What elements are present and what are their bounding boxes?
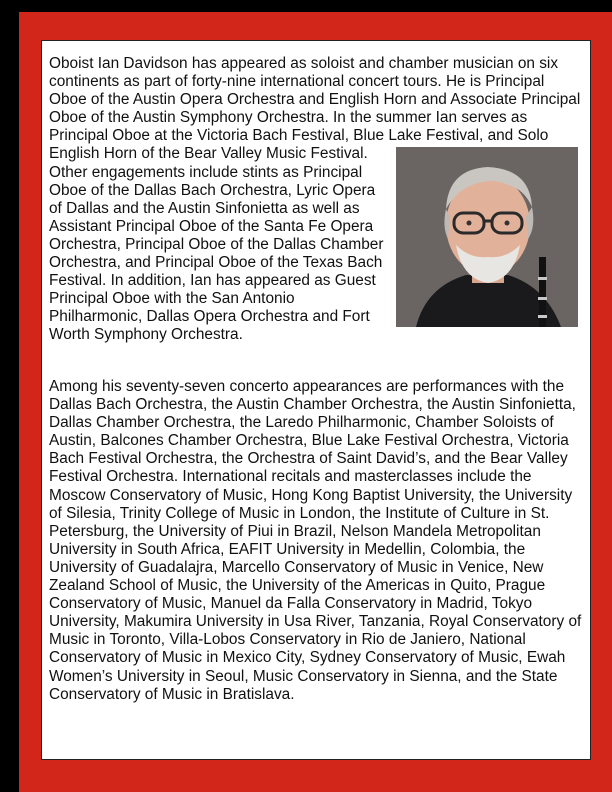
bio-page [41, 40, 591, 760]
bio-paragraph-1-intro: Oboist Ian Davidson has appeared as soloist and chamber musician on six continents as part of forty-nine international concert tours. He is Principal Oboe of the Austin Opera Orchestra and English Horn and Associate Principal Oboe of the Austin Symphony Orchestra. In the summer Ian serves as Principal Oboe at the Victoria Bach Festival, Blue Lake Festival, and Solo English Horn of the Bear Valley Music [49, 55, 581, 163]
bio-paragraph-1 [49, 55, 581, 345]
portrait-photo [396, 147, 578, 327]
bio-paragraph-1-rest: Festival. Other engagements include stints as Principal Oboe of the Dallas Bach Orchestra, Lyric Opera of Dallas and the Austin Sinfonietta as well as Assistant Principal Oboe of the Santa Fe Opera Orchestra, Principal Oboe of the Dallas Chamber Orchestra, and Principal Oboe of the Texas Bach Festival. In addition, Ian has appeared as Guest Principal Oboe with the San Antonio Philharmonic, Dallas Opera Orchestra and Fort Worth Symphony Orchestra. [49, 145, 384, 344]
bio-paragraph-2: Among his seventy-seven concerto appearances are performances with the Dallas Bach Orchestra, the Austin Chamber Orchestra, the Austin Sinfonietta, Dallas Chamber Orchestra, the Laredo Philharmonic, Chamber Soloists of Austin, Balcones Chamber Orchestra, Blue Lake Festival Orchestra, Victoria Bach Festival Orchestra, the Orchestra of Saint David’s, and the Bear Valley Festival Orchestra. International recitals and masterclasses include the Moscow Conservatory of Music, Hong Kong Baptist University, the University of Silesia, Trinity College of Music in London, the Institute of Culture in St. Petersburg, the University of Piui in Brazil, Nelson Mandela Metropolitan University in South Africa, EAFIT University in Medellin, Colombia, the University of Guadalajra, Marcello Conservatory of Music in Venice, New Zealand School of Music, the University of the Americas in Quito, Prague Conservatory of Music, Manuel da Falla Conservatory in Madrid, Tokyo University, Makumira University in Usa River, Tanzania, Royal Conservatory of Music in Toronto, Villa-Lobos Conservatory in Rio de Janiero, National Conservatory of Music in Mexico City, Sydney Conservatory of Music, Ewah Women’s University in Seoul, Music Conservatory in Sienna, and the State Conservatory of Music in Bratislava. [49, 378, 582, 703]
